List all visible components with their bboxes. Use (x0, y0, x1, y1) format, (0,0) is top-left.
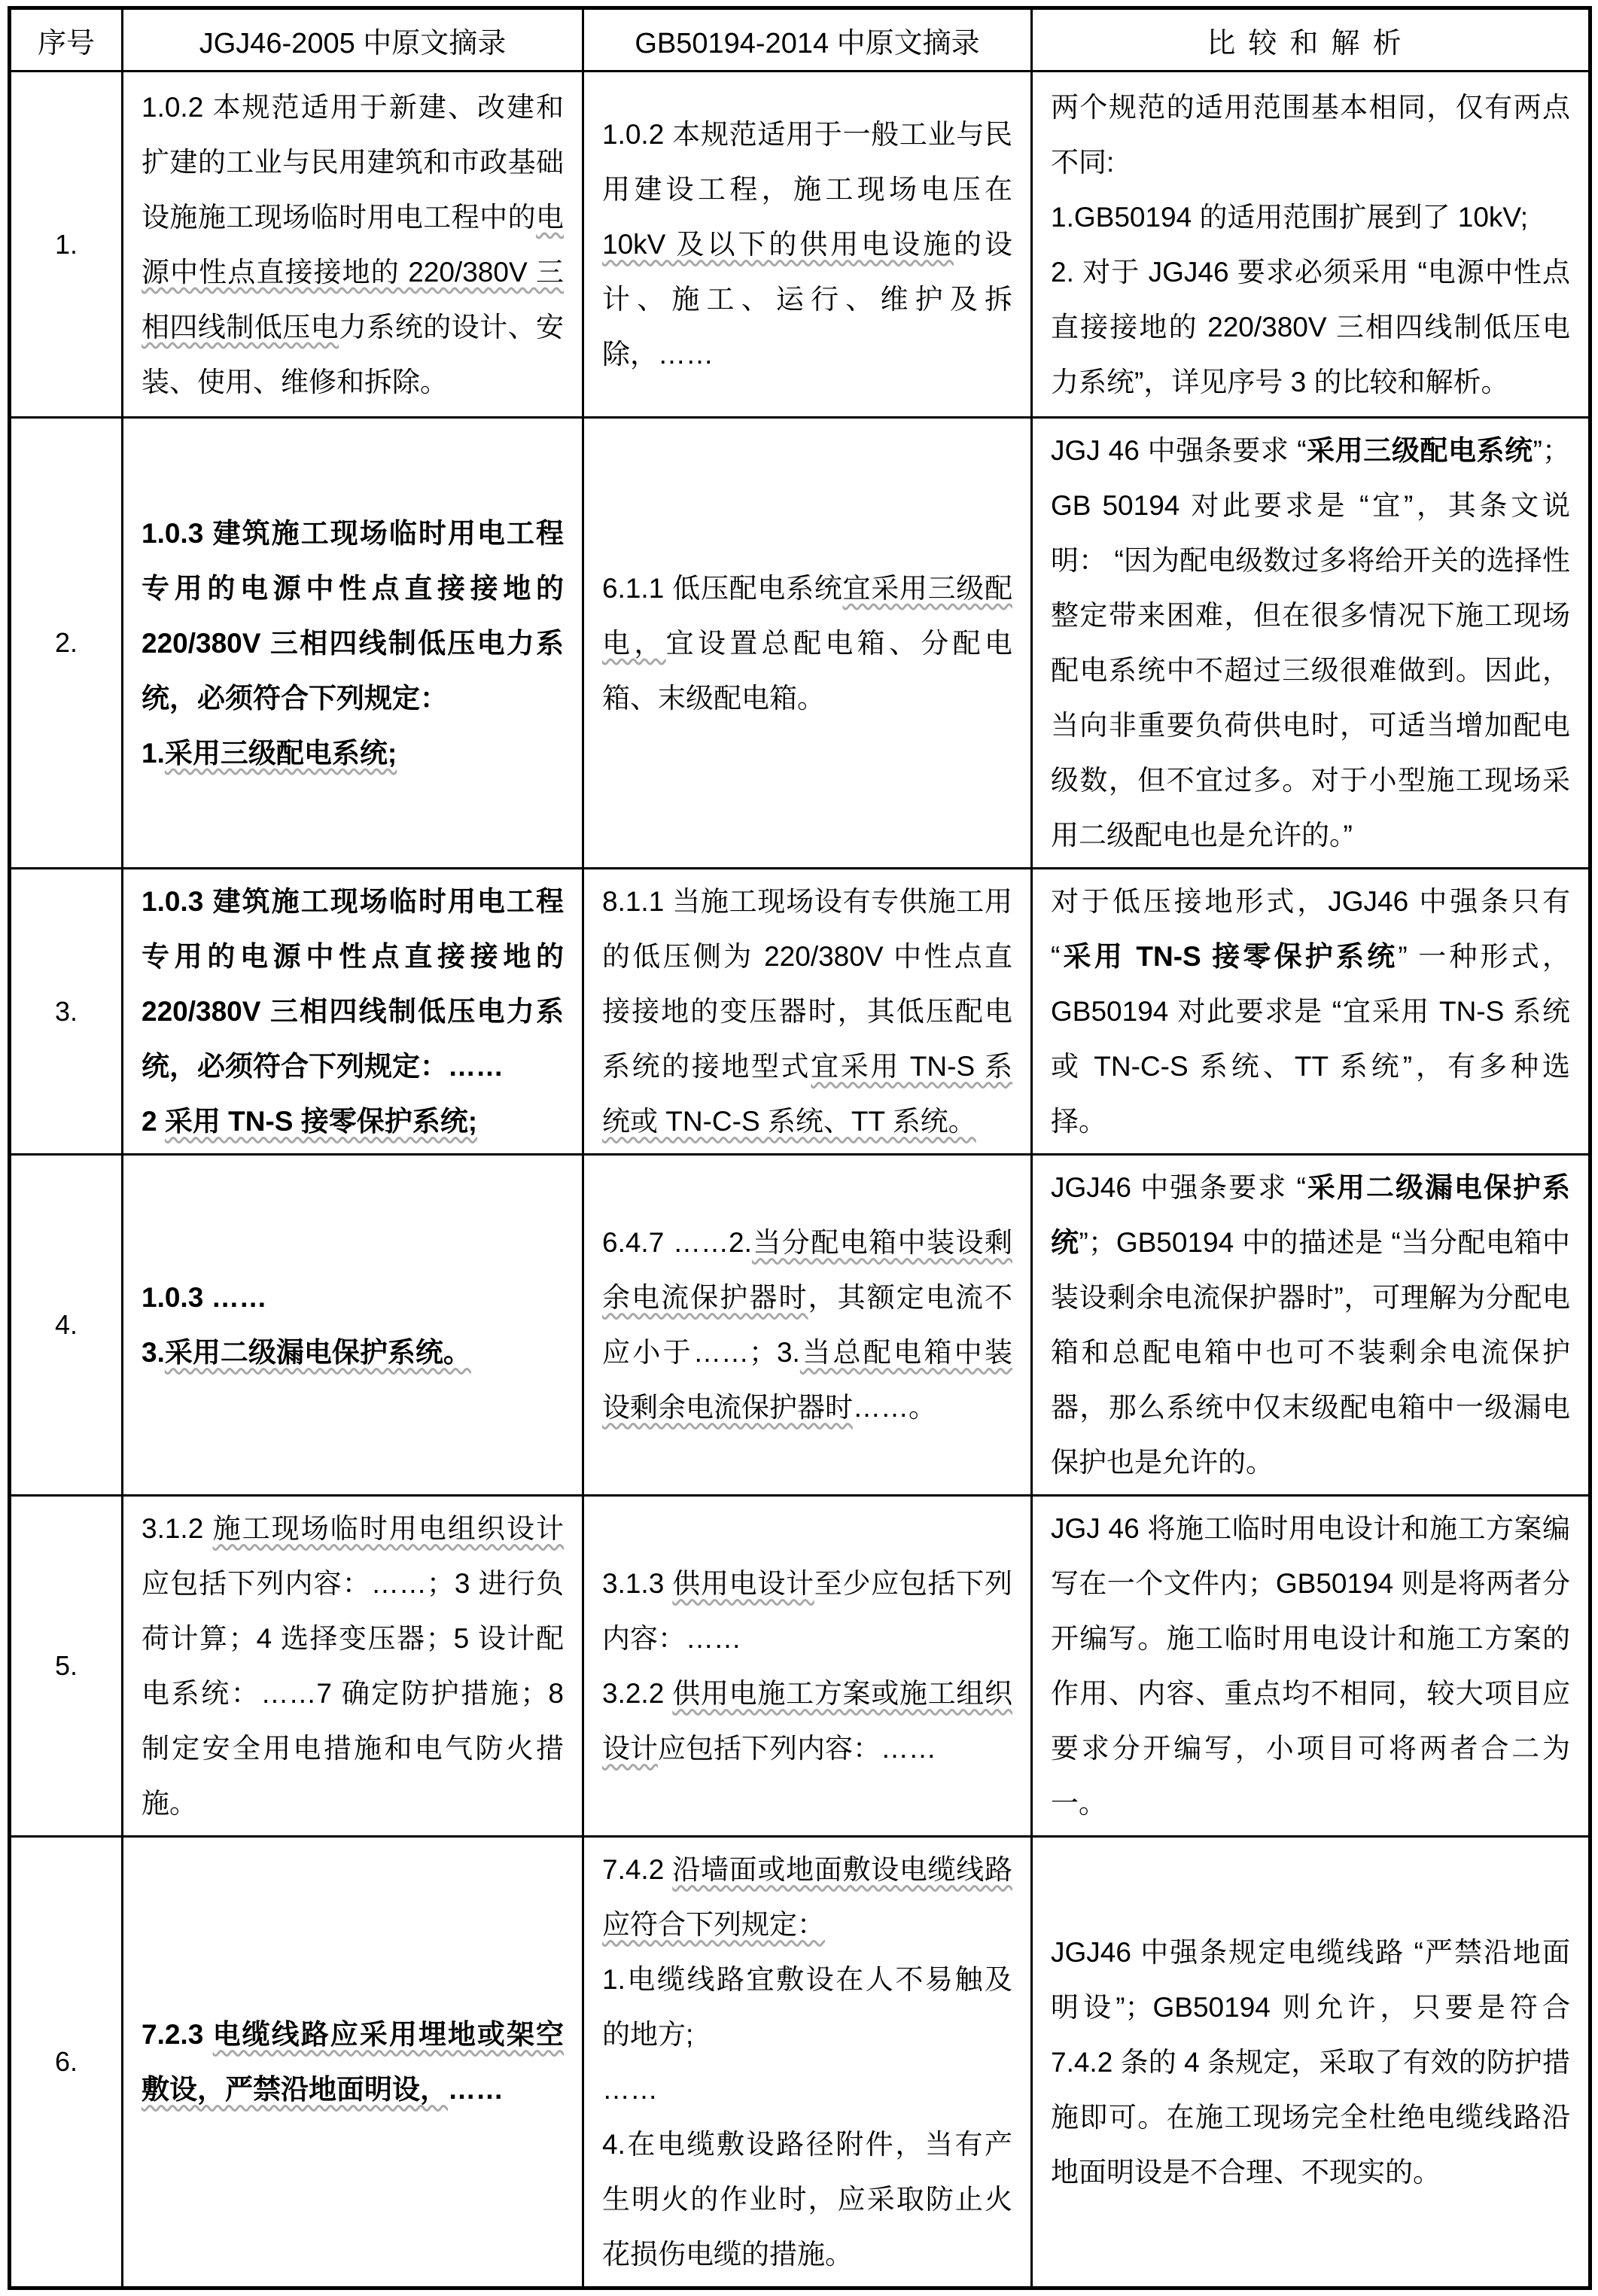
row-serial-number: 1. (10, 72, 123, 418)
table-row (10, 1496, 1590, 1837)
table-row (10, 1155, 1590, 1496)
row-serial-number: 2. (10, 418, 123, 869)
paragraph: JGJ46 中强条要求 “采用二级漏电保护系统”；GB50194 中的描述是 “当分配电箱中装设剩余电流保护器时”，可理解为分配电箱和总配电箱中也可不装剩余电流保护器，那么系统中仅末级配电箱中一级漏电保护也是允许的。 (1051, 1172, 1571, 1478)
paragraph: JGJ 46 将施工临时用电设计和施工方案编写在一个文件内；GB50194 则是将两者分开编写。施工临时用电设计和施工方案的作用、内容、重点均不相同，较大项目应要求分开编写，小项目可将两者合二为一。 (1051, 1513, 1570, 1819)
paragraph: 对于低压接地形式，JGJ46 中强条只有 “采用 TN-S 接零保护系统” 一种形式，GB50194 对此要求是 “宜采用 TN-S 系统或 TN-C-S 系统、TT 系统”，有多种选择。 (1051, 886, 1570, 1137)
table-body (10, 72, 1590, 2288)
cell-gb50194 (583, 869, 1032, 1155)
paragraph: 3.2.2 供用电施工方案或施工组织设计应包括下列内容：…… (602, 1678, 1013, 1764)
paragraph: 1.电缆线路宜敷设在人不易触及的地方; (602, 1964, 1012, 2050)
paragraph: 1.GB50194 的适用范围扩展到了 10kV; (1051, 201, 1529, 233)
header-serial-number: 序号 (10, 8, 123, 72)
paragraph: JGJ 46 中强条要求 “采用三级配电系统”；GB 50194 对此要求是 “宜”，其条文说明： “因为配电级数过多将给开关的选择性整定带来困难，但在很多情况下施工现场配电系统中不超过三级很难做到。因此，当向非重要负荷供电时，可适当增加配电级数，但不宜过多。对于小型施工现场采用二级配电也是允许的。” (1051, 435, 1570, 851)
paragraph: 3.1.2 施工现场临时用电组织设计应包括下列内容：……；3 进行负荷计算；4 选择变压器；5 设计配电系统：……7 确定防护措施；8 制定安全用电措施和电气防火措施。 (142, 1513, 564, 1819)
cell-analysis (1032, 1155, 1590, 1496)
paragraph: 1.采用三级配电系统; (142, 737, 397, 769)
paragraph: 1.0.2 本规范适用于一般工业与民用建设工程，施工现场电压在10kV 及以下的供用电设施的设计、施工、运行、维护及拆除，…… (602, 119, 1012, 370)
cell-jgj46 (123, 1837, 583, 2288)
paragraph: …… (602, 2074, 658, 2105)
cell-jgj46 (123, 869, 583, 1155)
table-row (10, 418, 1590, 869)
cell-jgj46 (123, 1496, 583, 1837)
paragraph: 1.0.3 建筑施工现场临时用电工程专用的电源中性点直接接地的 220/380V 三相四线制低压电力系统，必须符合下列规定： (142, 517, 564, 714)
paragraph: 1.0.3 …… (142, 1282, 267, 1313)
cell-analysis (1032, 869, 1590, 1155)
paragraph: 1.0.3 建筑施工现场临时用电工程专用的电源中性点直接接地的 220/380V 三相四线制低压电力系统，必须符合下列规定：…… (142, 886, 564, 1082)
paragraph: 4.在电缆敷设路径附件，当有产生明火的作业时，应采取防止火花损伤电缆的措施。 (602, 2129, 1012, 2270)
paragraph: 1.0.2 本规范适用于新建、改建和扩建的工业与民用建筑和市政基础设施施工现场临时用电工程中的电源中性点直接接地的 220/380V 三相四线制低压电力系统的设计、安装、使用、维修和拆除。 (142, 91, 564, 397)
paragraph: 2 采用 TN-S 接零保护系统; (142, 1106, 478, 1137)
cell-analysis (1032, 1837, 1590, 2288)
paragraph: JGJ46 中强条规定电缆线路 “严禁沿地面明设”；GB50194 则允许，只要是符合 7.4.2 条的 4 条规定，采取了有效的防护措施即可。在施工现场完全杜绝电缆线路沿地面明设是不合理、不现实的。 (1051, 1936, 1570, 2188)
row-serial-number: 4. (10, 1155, 123, 1496)
header-row (10, 8, 1590, 72)
row-serial-number: 6. (10, 1837, 123, 2288)
paragraph: 两个规范的适用范围基本相同，仅有两点不同: (1051, 91, 1570, 178)
paragraph: 6.4.7 ……2.当分配电箱中装设剩余电流保护器时，其额定电流不应小于……；3.当总配电箱中装设剩余电流保护器时……。 (602, 1227, 1013, 1423)
cell-analysis (1032, 1496, 1590, 1837)
row-serial-number: 3. (10, 869, 123, 1155)
paragraph: 7.2.3 电缆线路应采用埋地或架空敷设，严禁沿地面明设，…… (142, 2019, 564, 2105)
paragraph: 3.1.3 供用电设计至少应包括下列内容：…… (602, 1568, 1013, 1654)
row-serial-number: 5. (10, 1496, 123, 1837)
cell-gb50194 (583, 1837, 1032, 2288)
table-row (10, 72, 1590, 418)
standards-comparison-table (8, 6, 1592, 2290)
paragraph: 8.1.1 当施工现场设有专供施工用的低压侧为 220/380V 中性点直接接地的变压器时，其低压配电系统的接地型式宜采用 TN-S 系统或 TN-C-S 系统、TT 系统。 (602, 886, 1012, 1137)
paragraph: 2. 对于 JGJ46 要求必须采用 “电源中性点直接接地的 220/380V 三相四线制低压电力系统”，详见序号 3 的比较和解析。 (1051, 256, 1570, 397)
cell-gb50194 (583, 1496, 1032, 1837)
paragraph: 7.4.2 沿墙面或地面敷设电缆线路应符合下列规定： (602, 1854, 1013, 1940)
header-gb50194-excerpt: GB50194-2014 中原文摘录 (583, 8, 1032, 72)
cell-jgj46 (123, 72, 583, 418)
table-row (10, 869, 1590, 1155)
header-jgj46-excerpt: JGJ46-2005 中原文摘录 (123, 8, 583, 72)
table-row (10, 1837, 1590, 2288)
cell-gb50194 (583, 418, 1032, 869)
cell-jgj46 (123, 1155, 583, 1496)
header-comparison-analysis: 比较和解析 (1032, 8, 1590, 72)
cell-analysis (1032, 72, 1590, 418)
cell-gb50194 (583, 72, 1032, 418)
paragraph: 3.采用二级漏电保护系统。 (142, 1337, 471, 1368)
cell-gb50194 (583, 1155, 1032, 1496)
paragraph: 6.1.1 低压配电系统宜采用三级配电，宜设置总配电箱、分配电箱、末级配电箱。 (602, 572, 1013, 714)
cell-jgj46 (123, 418, 583, 869)
cell-analysis (1032, 418, 1590, 869)
